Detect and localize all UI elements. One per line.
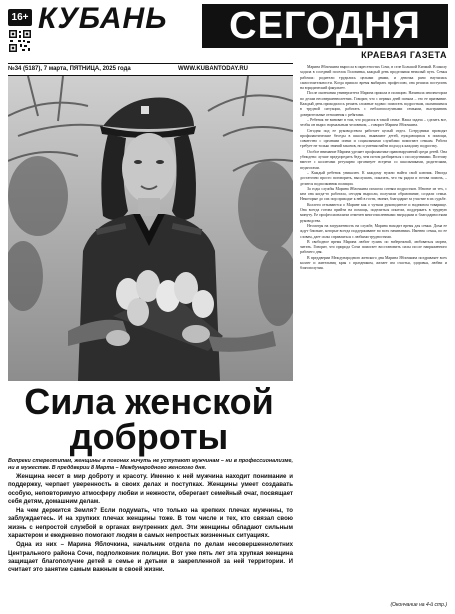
masthead-subtitle: КРАЕВАЯ ГАЗЕТА [361,50,447,60]
headline-line-2: доброты [69,416,229,457]
article-lead: Вопреки стереотипам, женщины в погонах ничуть не уступают мужчинам – ни в профессионализме, ни в мужестве. В преддверии 8 Марта – Международного женского дня. [8,458,293,471]
column-paragraph: – Каждый ребенок уникален. К каждому нужно найти свой ключик. Иногда достаточно просто поговорить, выслушать, показать, что ты рядом и готова помочь, – делится подполковник полиции. [300,170,447,186]
column-paragraph: В свободное время Марина любит гулять по набережной, любоваться морем, читать. Говорит, что природа Сочи помогает восстановить силы после напряженного рабочего дня. [300,239,447,255]
issue-number: №34 (5187), 7 марта, ПЯТНИЦА, 2025 года [8,66,131,72]
policewoman-photo [8,76,293,381]
column-paragraph: За годы службы Марина Яблочкина помогла сотням подростков. Многие из тех, с кем она когда-то работала, сегодня выросли, получили образование, создали семьи. Некоторые до сих пор приходят к ней в гости, звонят, благодарят за участие в их судьбе. [300,186,447,202]
continued-note: (Окончание на 4-й стр.) [390,602,447,608]
website-link[interactable]: WWW.KUBANTODAY.RU [178,66,248,72]
column-paragraph: Особое внимание Марина уделяет профилактике правонарушений среди детей. Она убеждена: лучше предупредить беду, чем потом разбираться с последствиями. Поэтому вместе с коллегами регулярно организует встречи со школьниками, родителями, педагогами. [300,149,447,170]
body-paragraph: На чем держится Земля? Если подумать, что только на крепких плечах мужчины, то заблуждаетесь. И на хрупких плечах женщины тоже. В том числе и тех, кто связал свою жизнь с непростой службой в органах внутренних дел. Эти женщины обладают сильным характером и ежедневно помогают людям в самых непростых жизненных ситуациях. [8,507,293,540]
column-paragraph: После окончания университета Марина пришла в полицию. Начинала инспектором по делам несовершеннолетних. Говорит, что с первых дней поняла – это ее призвание. Каждый день приходилось решать сложные задачи: помогать подросткам, оказавшимся в трудной ситуации, работать с неблагополучными семьями, выстраивать доверительные отношения с ребятами. [300,91,447,117]
masthead [0,0,455,62]
column-paragraph: Коллеги отзываются о Марине как о чутком руководителе и надежном товарище. Она всегда готова прийти на помощь, поделиться опытом, поддержать в трудную минуту. Ее профессионализм отмечен многочисленными наградами и благодарностями руководства. [300,202,447,223]
qr-code-icon [8,29,32,53]
masthead-title-kuban: КУБАНЬ [38,2,168,35]
column-paragraph: Несмотря на загруженность на службе, Марина находит время для семьи. Дома ее ждут близкие, которые всегда поддерживают во всех начинаниях. Именно семья, по ее словам, дает силы справляться с любыми трудностями. [300,223,447,239]
masthead-title-segodnya: СЕГОДНЯ [202,4,448,48]
issue-info-line [8,63,293,76]
column-paragraph: Марина Яблочкина выросла в окрестностях Сочи, в селе Большой Кичмай. В школу ходила в соседний поселок Головинка, каждый день проделывая немалый путь. Семья рабочих: родители трудились целыми днями, и девочка рано научилась самостоятельности. Когда пришло время выбирать профессию, она решила поступить на юридический факультет. [300,65,447,91]
headline-line-1: Сила женской [24,381,274,422]
article-body [8,473,293,576]
column-paragraph: Сегодня под ее руководством работает целый отдел. Сотрудники проводят профилактические беседы в школах, выявляют детей, нуждающихся в помощи, совместно с органами опеки и социальными службами помогают семьям. Работа требует не только знаний законов, но и умения найти подход к каждому подростку. [300,128,447,149]
body-paragraph: Одна из них – Марина Яблочкина, начальник отдела по делам несовершеннолетних Центрального района Сочи, подполковник полиции. Вот уже пять лет эта хрупкая женщина защищает благополучие детей в семье и детьми в закрепленной за ней территории. И считает это занятие самым важным в своей жизни. [8,541,293,574]
column-paragraph: В преддверии Международного женского дня Марина Яблочкина поздравляет всех коллег и жительниц края с праздником, желает им счастья, здоровья, любви и благополучия. [300,255,447,271]
age-rating-badge: 16+ [8,9,32,26]
article-headline [14,381,284,457]
body-paragraph: Женщина несет в мир доброту и красоту. Именно к ней мужчина находит понимание и поддержку, черпает уверенность в своих делах и поступках. Женщины умеет создавать особую, неповторимую атмосферу любви и нежности, оберегает семейный очаг, посвящает себя детям, домашним делам. [8,473,293,505]
article-right-column [300,65,447,590]
column-paragraph: – Ребенок не виноват в том, что родился в такой семье. Наша задача – сделать все, чтобы он вырос нормальным человеком, – говорит Марина Яблочкина. [300,117,447,128]
